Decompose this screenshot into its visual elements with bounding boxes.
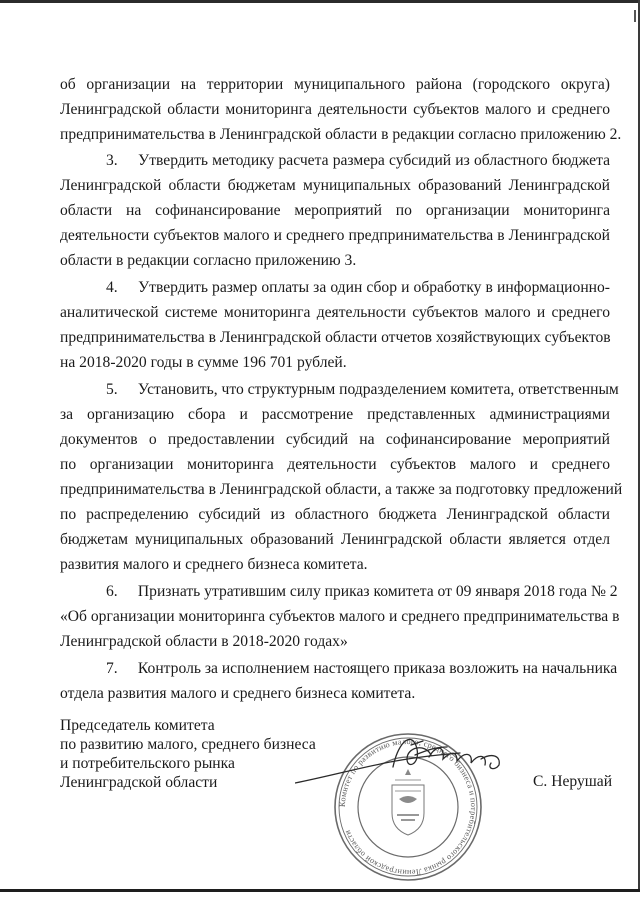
paragraph-4-first-line [60, 278, 610, 298]
text-line: предпринимательства в Ленинградской области отчетов хозяйствующих субъектов [60, 329, 611, 346]
paragraph-5-first-line [60, 380, 619, 400]
signer-title-line: Председатель комитета [60, 717, 215, 734]
text-line: об организации на территории муниципального района (городского округа) [60, 76, 610, 93]
text-line: предпринимательства в Ленинградской области в редакции согласно приложению 2. [60, 126, 622, 143]
text-line: «Об организации мониторинга субъектов малого и среднего предпринимательства в [60, 608, 620, 625]
text-line: Утвердить размер оплаты за один сбор и обработку в информационно- [138, 279, 611, 296]
item-number: 7. [106, 660, 118, 677]
text-line: области в редакции согласно приложению 3. [60, 252, 357, 269]
scan-edge-bottom [0, 889, 640, 908]
text-line: бюджетам муниципальных образований Ленинградской области является отдел [60, 531, 610, 548]
text-line: Ленинградской области бюджетам муниципальных образований Ленинградской [60, 177, 610, 194]
text-line: Признать утратившим силу приказ комитета от 09 января 2018 года № 2 [137, 583, 618, 600]
text-line: деятельности субъектов малого и среднего предпринимательства в Ленинградской [60, 227, 610, 244]
text-line: Утвердить методику расчета размера субсидий из областного бюджета [138, 152, 611, 169]
item-number: 5. [106, 381, 118, 398]
text-line: по организации мониторинга деятельности субъектов малого и среднего [60, 456, 610, 473]
scan-mark [634, 10, 636, 22]
text-line: развития малого и среднего бизнеса комитета. [60, 556, 368, 573]
text-line: предпринимательства в Ленинградской области, а также за подготовку предложений [60, 481, 623, 498]
text-line: отдела развития малого и среднего бизнеса комитета. [60, 685, 416, 702]
official-seal-with-signature [295, 725, 525, 885]
item-number: 3. [106, 152, 118, 169]
text-line: Контроль за исполнением настоящего приказа возложить на начальника [137, 660, 618, 677]
text-line: Ленинградской области в 2018-2020 годах» [60, 633, 348, 650]
text-line: на 2018-2020 годы в сумме 196 701 рублей. [60, 354, 347, 371]
text-line: Установить, что структурным подразделением комитета, ответственным [137, 381, 619, 398]
text-line: аналитической системе мониторинга деятельности субъектов малого и среднего [60, 304, 610, 321]
text-line: по распределению субсидий из областного бюджета Ленинградской области [60, 506, 610, 523]
text-line: области на софинансирование мероприятий по организации мониторинга [60, 202, 610, 219]
paragraph-3-first-line [60, 151, 610, 171]
item-number: 6. [106, 583, 118, 600]
paragraph-7-first-line [60, 659, 618, 679]
text-line: документов о предоставлении субсидий на софинансирование мероприятий [60, 431, 610, 448]
text-line: за организацию сбора и рассмотрение представленных администрациями [60, 406, 610, 423]
text-line: Ленинградской области мониторинга деятельности субъектов малого и среднего [60, 101, 610, 118]
coat-of-arms-emblem [392, 769, 424, 835]
scan-edge-top [0, 0, 640, 3]
signer-title-line: и потребительского рынка [60, 755, 235, 772]
item-number: 4. [106, 279, 118, 296]
signer-title-line: по развитию малого, среднего бизнеса [60, 736, 316, 753]
paragraph-6-first-line [60, 582, 618, 602]
signer-name: С. Нерушай [533, 773, 613, 790]
seal-ring-text: Комитет по развитию малого, среднего бизнеса и потребительского рынка Ленинградской области [337, 736, 479, 878]
signer-title-line: Ленинградской области [60, 774, 218, 791]
